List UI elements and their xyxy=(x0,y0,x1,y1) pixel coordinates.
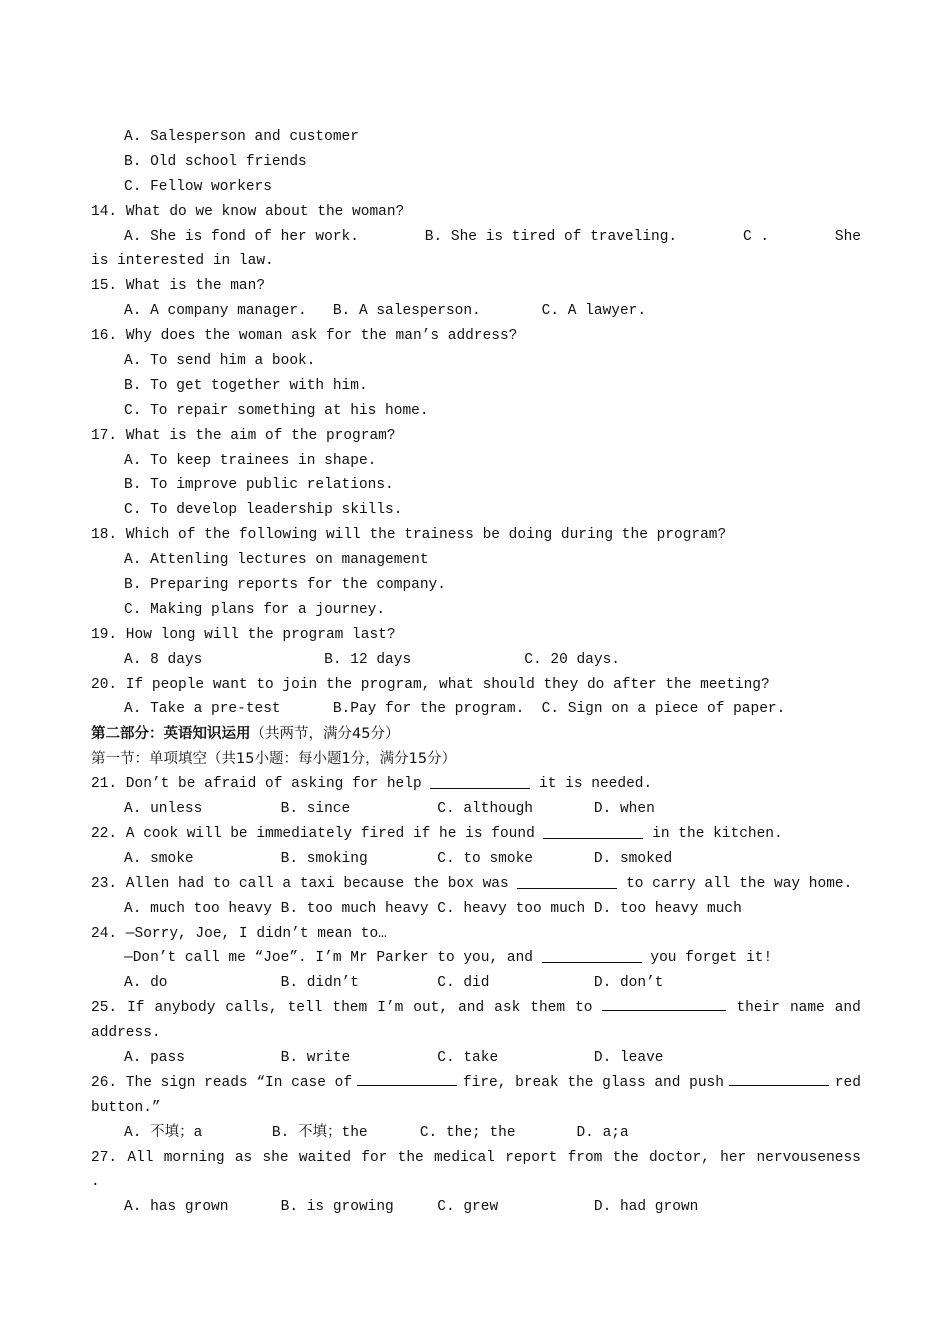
q27-word: the xyxy=(612,1149,639,1166)
q25-stem-cont: address. xyxy=(91,1025,161,1042)
q25-word: name xyxy=(789,1000,825,1017)
q23-text-before: 23. Allen had to call a taxi because the box was xyxy=(91,875,518,892)
q18-option-c: C. Making plans for a journey. xyxy=(124,601,386,618)
q16-option-b: B. To get together with him. xyxy=(124,377,368,394)
q27-word: nervouseness xyxy=(756,1149,861,1166)
q27-word: from xyxy=(567,1149,603,1166)
q25-word: 25. xyxy=(91,1000,118,1017)
q19-stem: 19. How long will the program last? xyxy=(91,626,396,643)
q17-option-b: B. To improve public relations. xyxy=(124,477,394,494)
q21-text-before: 21. Don’t be afraid of asking for help xyxy=(91,776,431,793)
q24-reply xyxy=(91,946,861,971)
q22-text-after: in the kitchen. xyxy=(643,825,783,842)
q25-options: A. pass B. write C. take D. leave xyxy=(124,1049,664,1066)
q27-word: as xyxy=(234,1149,253,1166)
q27-options: A. has grown B. is growing C. grew D. had grown xyxy=(124,1199,699,1216)
answer-blank xyxy=(430,774,530,789)
q24-text-after: you forget it! xyxy=(641,950,773,967)
answer-blank xyxy=(729,1071,829,1086)
q18-stem: 18. Which of the following will the trainess be doing during the program? xyxy=(91,527,727,544)
section1-heading: 第一节：单项填空（共15小题：每小题1分，满分15分） xyxy=(91,751,457,768)
q23-text-after: to carry all the way home. xyxy=(617,875,853,892)
q25-word: tell xyxy=(287,1000,323,1017)
q27-word: medical xyxy=(433,1149,495,1166)
q26-text-3: red xyxy=(834,1074,861,1091)
q25-word: and xyxy=(834,1000,861,1017)
q22-stem xyxy=(91,822,861,847)
part2-note: （共两节，满分45分） xyxy=(250,726,400,743)
q27-stem-cont: . xyxy=(91,1174,100,1191)
q27-word: for xyxy=(361,1149,388,1166)
q14-option-c-cont: is interested in law. xyxy=(91,253,274,270)
q21-options: A. unless B. since C. although D. when xyxy=(124,801,655,818)
exam-page xyxy=(91,125,861,1220)
q16-option-a: A. To send him a book. xyxy=(124,353,316,370)
answer-blank xyxy=(543,824,643,839)
q25-word: and xyxy=(458,1000,485,1017)
q25-word: out, xyxy=(413,1000,449,1017)
q20-options: A. Take a pre-test B.Pay for the program. C. Sign on a piece of paper. xyxy=(124,701,786,718)
q27-word: doctor, xyxy=(648,1149,710,1166)
q18-option-b: B. Preparing reports for the company. xyxy=(124,577,446,594)
q24-text-before: —Don’t call me “Joe”. I’m Mr Parker to you, and xyxy=(124,950,542,967)
q19-options: A. 8 days B. 12 days C. 20 days. xyxy=(124,651,620,668)
q16-option-c: C. To repair something at his home. xyxy=(124,402,429,419)
q21-stem xyxy=(91,772,861,797)
q24-stem: 24. —Sorry, Joe, I didn’t mean to… xyxy=(91,925,387,942)
q17-option-c: C. To develop leadership skills. xyxy=(124,502,403,519)
q27-word: All xyxy=(127,1149,154,1166)
part2-title: 第二部分：英语知识运用 xyxy=(91,726,251,743)
q25-word: ask xyxy=(494,1000,521,1017)
q14-option-c-label: C . xyxy=(742,228,770,245)
answer-blank xyxy=(357,1071,457,1086)
q25-word: anybody xyxy=(154,1000,216,1017)
q16-stem: 16. Why does the woman ask for the man’s address? xyxy=(91,328,518,345)
q23-options: A. much too heavy B. too much heavy C. heavy too much D. too heavy much xyxy=(124,900,742,917)
q26-text-2: fire, break the glass and push xyxy=(462,1074,724,1091)
q22-text-before: 22. A cook will be immediately fired if he is found xyxy=(91,825,544,842)
q27-word: morning xyxy=(163,1149,225,1166)
q25-word: to xyxy=(575,1000,593,1017)
q21-text-after: it is needed. xyxy=(530,776,653,793)
q13-option-a: A. Salesperson and customer xyxy=(124,129,359,145)
q14-option-b: B. She is tired of traveling. xyxy=(424,228,678,245)
q26-text-1: 26. The sign reads “In case of xyxy=(91,1074,353,1091)
q27-word: waited xyxy=(298,1149,352,1166)
q27-stem xyxy=(91,1146,861,1171)
q26-options: A. 不填；a B. 不填；the C. the; the D. a;a xyxy=(124,1124,629,1141)
q25-stem xyxy=(91,996,861,1021)
answer-blank xyxy=(542,948,642,963)
answer-blank xyxy=(517,874,617,889)
q25-word: them xyxy=(332,1000,368,1017)
q27-word: the xyxy=(397,1149,424,1166)
q25-word: their xyxy=(736,1000,780,1017)
q15-options: A. A company manager. B. A salesperson. C. A lawyer. xyxy=(124,303,647,320)
q14-stem: 14. What do we know about the woman? xyxy=(91,203,405,220)
q25-word: I’m xyxy=(377,1000,404,1017)
q24-options: A. do B. didn’t C. did D. don’t xyxy=(124,975,664,992)
q14-option-c-start: She xyxy=(834,228,861,245)
q27-word: report xyxy=(505,1149,558,1166)
q27-word: 27. xyxy=(91,1149,118,1166)
q20-stem: 20. If people want to join the program, what should they do after the meeting? xyxy=(91,676,770,693)
q26-stem-cont: button.” xyxy=(91,1099,161,1116)
q25-word: calls, xyxy=(225,1000,278,1017)
q17-option-a: A. To keep trainees in shape. xyxy=(124,452,377,469)
q25-word: If xyxy=(127,1000,145,1017)
q13-option-b: B. Old school friends xyxy=(124,153,307,170)
q23-stem xyxy=(91,872,861,897)
q13-option-c: C. Fellow workers xyxy=(124,178,272,195)
q14-options xyxy=(91,225,861,250)
q15-stem: 15. What is the man? xyxy=(91,278,266,295)
q25-word: them xyxy=(530,1000,566,1017)
part2-heading xyxy=(91,722,861,747)
q14-option-a: A. She is fond of her work. xyxy=(124,228,359,245)
q17-stem: 17. What is the aim of the program? xyxy=(91,427,396,444)
q26-stem xyxy=(91,1071,861,1096)
q27-word: her xyxy=(720,1149,747,1166)
q22-options: A. smoke B. smoking C. to smoke D. smoked xyxy=(124,850,673,867)
q18-option-a: A. Attenling lectures on management xyxy=(124,552,429,569)
q27-word: she xyxy=(262,1149,289,1166)
answer-blank xyxy=(602,996,726,1011)
